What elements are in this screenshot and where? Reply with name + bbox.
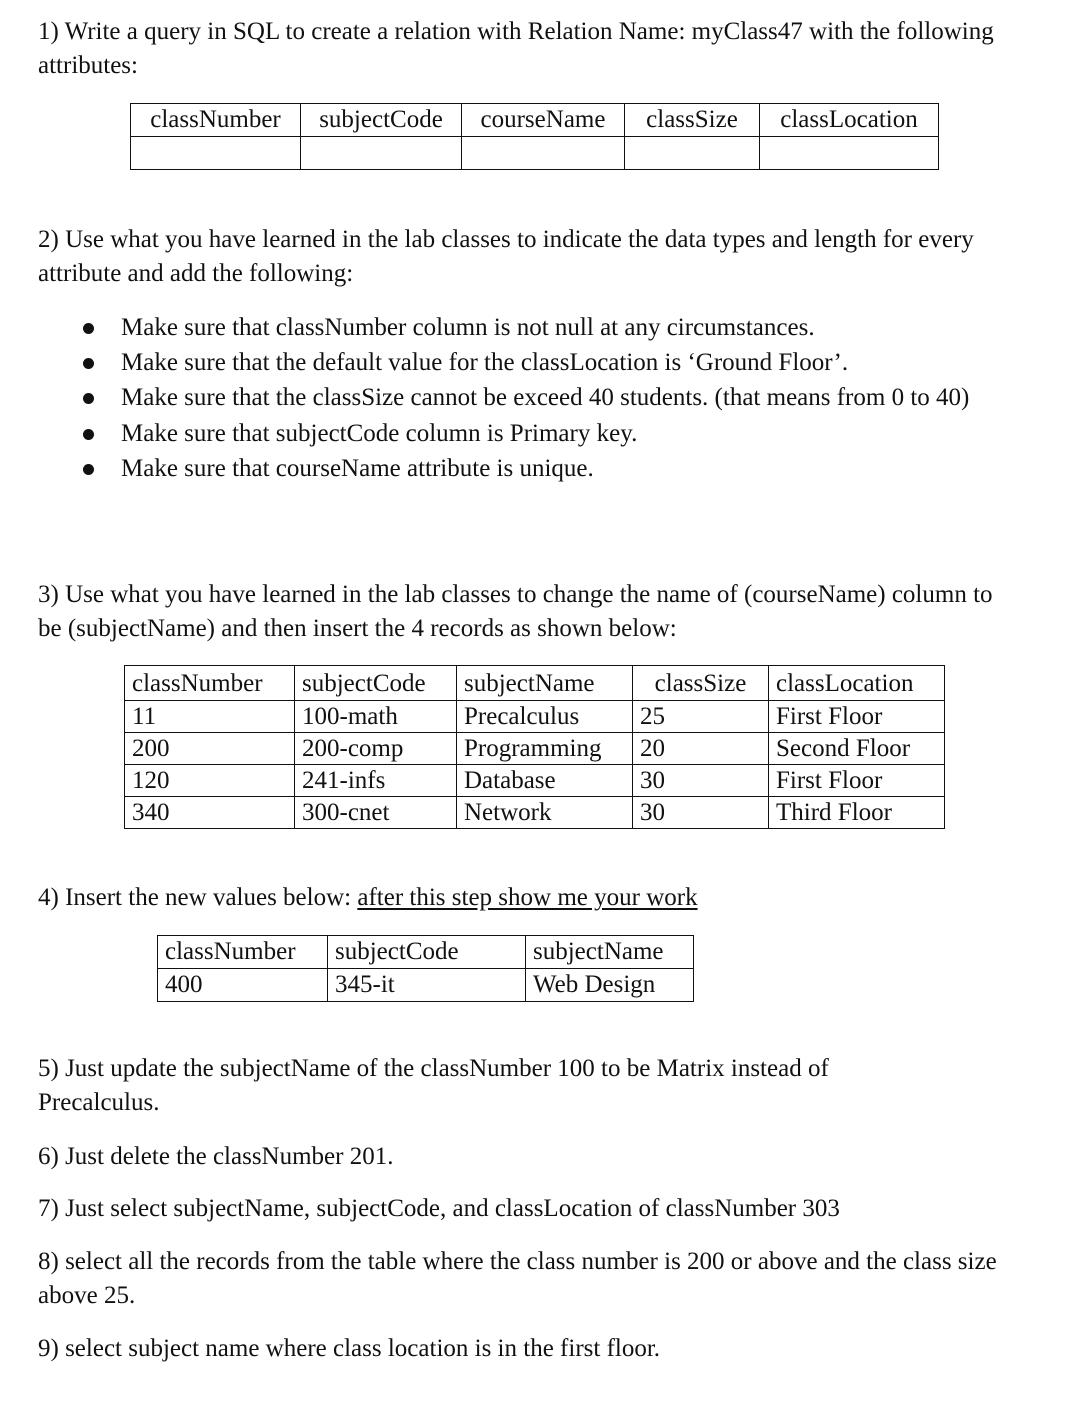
empty-cell: [625, 137, 760, 170]
list-item: Make sure that subjectCode column is Primary key.: [0, 416, 1040, 451]
question-6-text: 6) Just delete the classNumber 201.: [38, 1143, 394, 1170]
table-cell: Web Design: [526, 969, 694, 1002]
header-cell: subjectCode: [301, 104, 462, 137]
table-cell: 300-cnet: [295, 797, 457, 829]
empty-cell: [462, 137, 625, 170]
table-cell: 345-it: [328, 969, 526, 1002]
header-cell: classNumber: [125, 666, 295, 701]
table-cell: 200: [125, 733, 295, 765]
question-9-text: 9) select subject name where class location is in the first floor.: [38, 1335, 661, 1362]
list-item: Make sure that the default value for the classLocation is ‘Ground Floor’.: [0, 345, 1040, 380]
question-1-text: 1) Write a query in SQL to create a relation with Relation Name: myClass47 with the following attributes:: [38, 18, 994, 79]
header-cell: subjectName: [526, 936, 694, 969]
question-2-text: 2) Use what you have learned in the lab classes to indicate the data types and length for every attribute and add the following:: [38, 226, 974, 287]
table-cell: Network: [457, 797, 633, 829]
table-row: [125, 733, 945, 765]
header-cell: classSize: [633, 666, 769, 701]
header-cell: classLocation: [769, 666, 945, 701]
table-cell: 241-infs: [295, 765, 457, 797]
table-header-row: [131, 104, 939, 137]
question-8-text: 8) select all the records from the table where the class number is 200 or above and the class size above 25.: [38, 1248, 997, 1309]
header-cell: subjectCode: [295, 666, 457, 701]
table-cell: 30: [633, 797, 769, 829]
table-cell: First Floor: [769, 701, 945, 733]
header-cell: classNumber: [131, 104, 301, 137]
table-cell: Third Floor: [769, 797, 945, 829]
table-row: [158, 969, 694, 1002]
bullet-icon: [83, 393, 94, 404]
list-item: Make sure that courseName attribute is unique.: [0, 451, 1040, 486]
bullet-icon: [83, 323, 94, 334]
table-row: [125, 797, 945, 829]
header-cell: classLocation: [760, 104, 939, 137]
table-cell: 30: [633, 765, 769, 797]
table-cell: 25: [633, 701, 769, 733]
table-cell: 11: [125, 701, 295, 733]
table-cell: 400: [158, 969, 328, 1002]
bullet-icon: [83, 358, 94, 369]
table-cell: 200-comp: [295, 733, 457, 765]
question-7-text: 7) Just select subjectName, subjectCode, and classLocation of classNumber 303: [38, 1195, 840, 1222]
list-item: Make sure that classNumber column is not null at any circumstances.: [0, 310, 1040, 345]
bullet-icon: [83, 464, 94, 475]
table-row: [125, 765, 945, 797]
table-cell: Second Floor: [769, 733, 945, 765]
header-cell: classSize: [625, 104, 760, 137]
header-cell: subjectName: [457, 666, 633, 701]
new-values-table: [157, 935, 694, 1002]
table-row: [131, 137, 939, 170]
table-cell: First Floor: [769, 765, 945, 797]
header-cell: classNumber: [158, 936, 328, 969]
table-cell: 20: [633, 733, 769, 765]
table-cell: 100-math: [295, 701, 457, 733]
table-cell: Precalculus: [457, 701, 633, 733]
table-row: [125, 701, 945, 733]
table-header-row: [125, 666, 945, 701]
table-header-row: [158, 936, 694, 969]
empty-cell: [131, 137, 301, 170]
underlined-instruction: after this step show me your work: [357, 884, 698, 911]
empty-cell: [760, 137, 939, 170]
question-3-text: 3) Use what you have learned in the lab classes to change the name of (courseName) column to be (subjectName) and then insert the 4 records as shown below:: [38, 581, 993, 642]
header-cell: courseName: [462, 104, 625, 137]
bullet-icon: [83, 429, 94, 440]
table-cell: 120: [125, 765, 295, 797]
records-table: [124, 665, 945, 829]
table-cell: 340: [125, 797, 295, 829]
header-cell: subjectCode: [328, 936, 526, 969]
requirements-list: [0, 310, 1040, 486]
empty-cell: [301, 137, 462, 170]
question-4-text: 4) Insert the new values below: after this step show me your work: [38, 884, 698, 911]
list-item: Make sure that the classSize cannot be exceed 40 students. (that means from 0 to 40): [0, 380, 1040, 415]
table-cell: Programming: [457, 733, 633, 765]
attributes-table: [130, 103, 939, 170]
table-cell: Database: [457, 765, 633, 797]
question-5-text: 5) Just update the subjectName of the classNumber 100 to be Matrix instead of Precalculus.: [38, 1055, 829, 1116]
